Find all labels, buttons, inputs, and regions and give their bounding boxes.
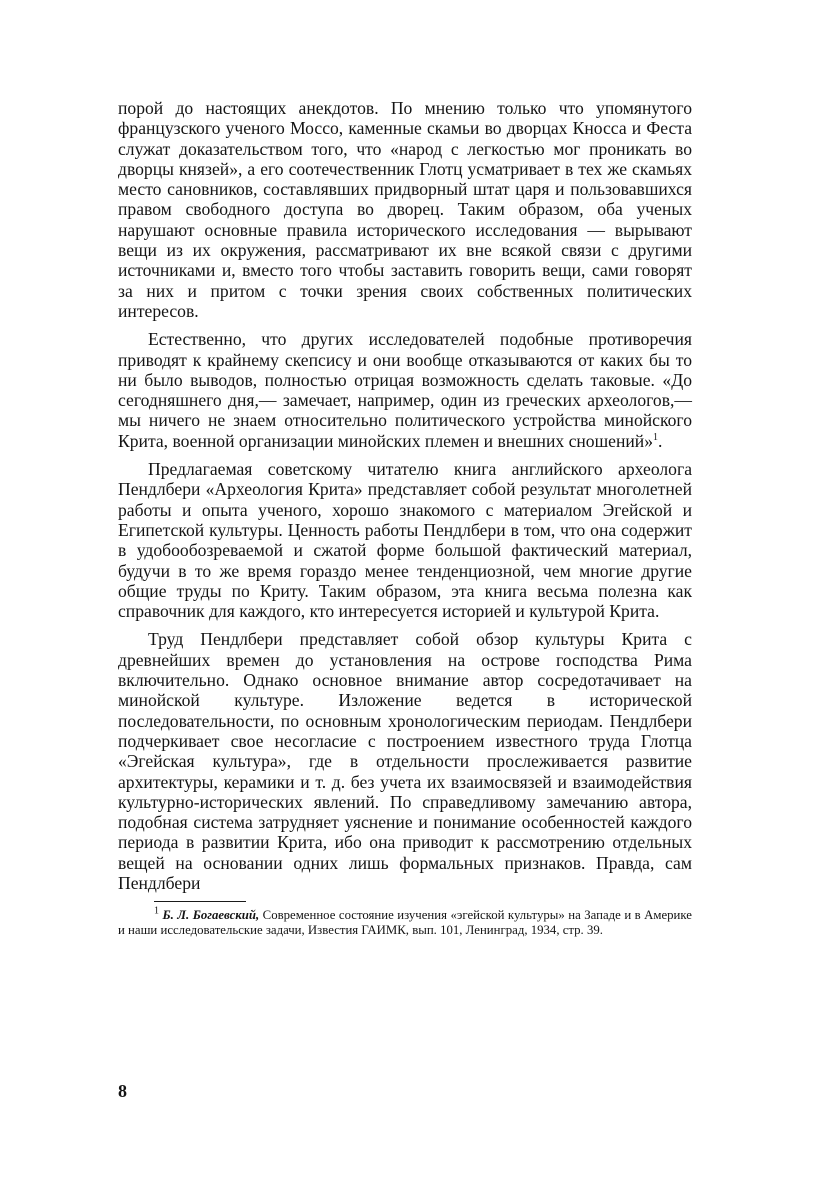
footnote (118, 908, 692, 938)
paragraph-2-text: Естественно, что других исследователей подобные противоречия приводят к крайнему скепсису и они вообще отказываются от каких бы то ни было выводов, полностью отрицая возможность сделать таковые. «До сегодняшнего дня,— замечает, например, один из греческих археологов,— мы ничего не знаем относительно политического устройства минойского Крита, военной организации минойских племен и внешних сношений» (118, 329, 692, 451)
footnote-text: Современное состояние изучения «эгейской культуры» на Западе и в Америке и наши исследовательские задачи, Известия ГАИМК, вып. 101, Ленинград, 1934, стр. 39. (118, 908, 692, 938)
paragraph-2: Естественно, что других исследователей подобные противоречия приводят к крайнему скепсису и они вообще отказываются от каких бы то ни было выводов, полностью отрицая возможность сделать таковые. «До сегодняшнего дня,— замечает, например, один из греческих археологов,— мы ничего не знаем относительно политического устройства минойского Крита, военной организации минойских племен и внешних сношений»$^1$. (118, 329, 692, 451)
footnote-author: Б. Л. Богаевский, (162, 908, 260, 923)
page-body (118, 98, 692, 939)
paragraph-1: порой до настоящих анекдотов. По мнению только что упомянутого французского ученого Моссо, каменные скамьи во дворцах Кносса и Феста служат доказательством того, что «народ с легкостью мог проникать во дворцы князей», а его соотечественник Глотц усматривает в тех же скамьях место сановников, составлявших придворный штат царя и пользовавшихся правом свободного доступа во дворец. Таким образом, оба ученых нарушают основные правила исторического исследования — вырывают вещи из их окружения, рассматривают их вне всякой связи с другими источниками и, вместо того чтобы заставить говорить вещи, сами говорят за них и притом с точки зрения своих собственных политических интересов. (118, 98, 692, 321)
footnote-reference: 1 (653, 431, 659, 443)
paragraph-4: Труд Пендлбери представляет собой обзор культуры Крита с древнейших времен до установления на острове господства Рима включительно. Однако основное внимание автор сосредотачивает на минойской культуре. Изложение ведется в исторической последовательности, по основным хронологическим периодам. Пендлбери подчеркивает свое несогласие с построением известного труда Глотца «Эгейская культура», где в отдельности прослеживается развитие архитектуры, керамики и т. д. без учета их взаимосвязей и взаимодействия культурно-исторических явлений. По справедливому замечанию автора, подобная система затрудняет уяснение и понимание особенностей каждого периода в развитии Крита, ибо она приводит к рассмотрению отдельных вещей на основании одних лишь формальных признаков. Правда, сам Пендлбери (118, 629, 692, 893)
page-number: 8 (118, 1081, 127, 1101)
footnote-divider (154, 901, 246, 902)
paragraph-3: Предлагаемая советскому читателю книга английского археолога Пендлбери «Археология Крита» представляет собой результат многолетней работы и опыта ученого, хорошо знакомого с материалом Эгейской и Египетской культуры. Ценность работы Пендлбери в том, что она содержит в удобообозреваемой и сжатой форме большой фактический материал, будучи в то же время гораздо менее тенденциозной, чем многие другие общие труды по Криту. Таким образом, эта книга весьма полезна как справочник для каждого, кто интересуется историей и культурой Крита. (118, 459, 692, 622)
footnote-marker: 1 (154, 906, 159, 918)
